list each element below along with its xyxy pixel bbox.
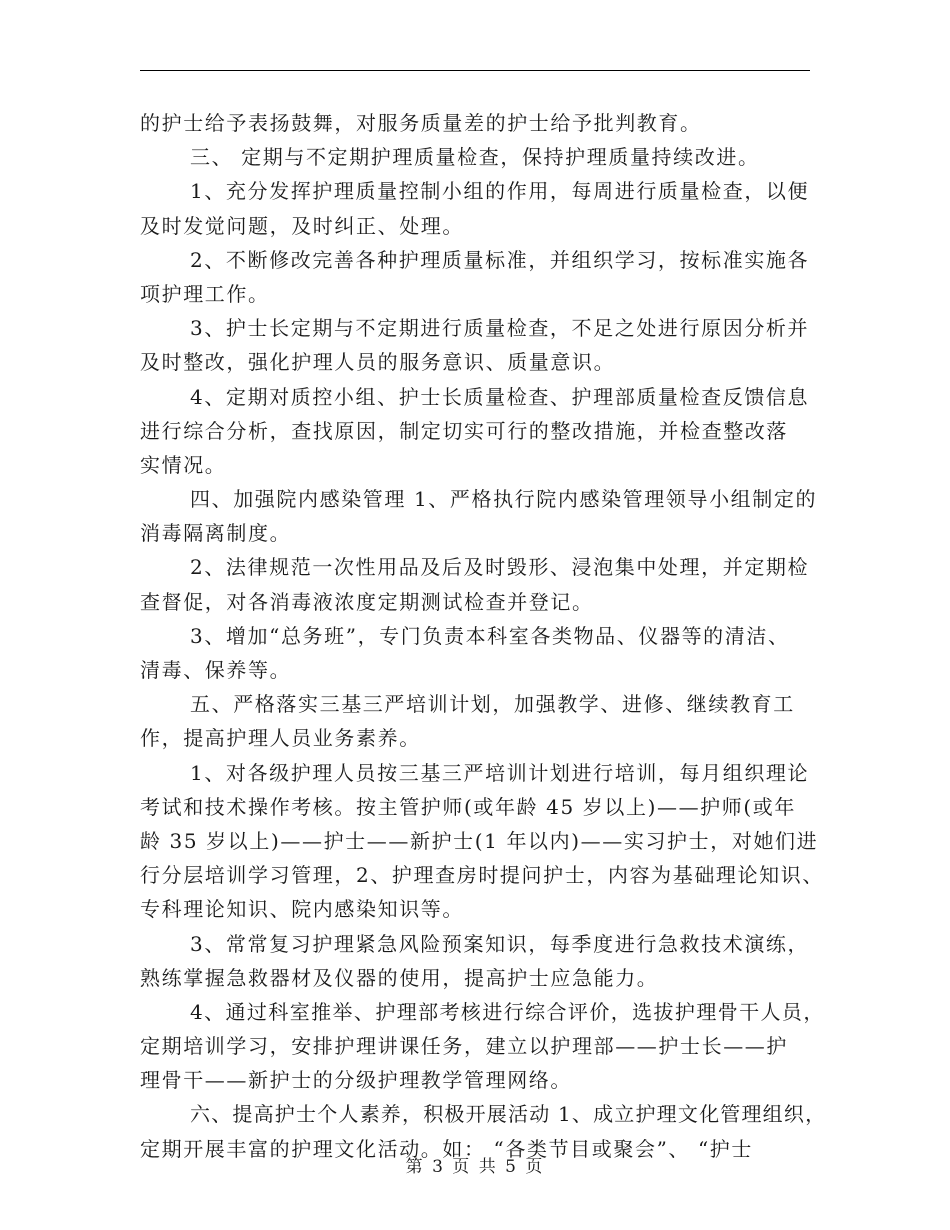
text-line: 四、加强院内感染管理 1、严格执行院内感染管理领导小组制定的 <box>190 487 818 512</box>
header-rule <box>140 70 810 71</box>
text-line: 4、定期对质控小组、护士长质量检查、护理部质量检查反馈信息 <box>190 384 810 409</box>
text-line: 及时发觉问题，及时纠正、处理。 <box>140 213 464 238</box>
text-line: 1、对各级护理人员按三基三严培训计划进行培训，每月组织理论 <box>190 760 810 785</box>
text-line: 清毒、保养等。 <box>140 658 292 682</box>
page-number: 第 3 页 共 5 页 <box>405 1157 545 1177</box>
text-line: 作，提高护理人员业务素养。 <box>140 726 421 751</box>
text-line: 进行综合分析，查找原因，制定切实可行的整改措施，并检查整改落 <box>140 418 788 443</box>
text-line: 五、严格落实三基三严培训计划，加强教学、进修、继续教育工 <box>190 692 795 717</box>
text-line: 定期开展丰富的护理文化活动。如： “各类节目或聚会”、 “护士 <box>140 1136 753 1161</box>
text-line: 考试和技术操作考核。按主管护师(或年龄 45 岁以上)——护师(或年 <box>140 794 796 819</box>
text-line: 3、增加“总务班”，专门负责本科室各类物品、仪器等的清洁、 <box>190 623 790 648</box>
text-line: 定期培训学习，安排护理讲课任务，建立以护理部——护士长——护 <box>140 1034 788 1059</box>
text-line: 3、常常复习护理紧急风险预案知识，每季度进行急救技术演练， <box>190 931 810 956</box>
text-line: 的护士给予表扬鼓舞，对服务质量差的护士给予批判教育。 <box>140 111 702 135</box>
text-line: 三、 定期与不定期护理质量检查，保持护理质量持续改进。 <box>190 145 760 170</box>
text-line: 龄 35 岁以上)——护士——新护士(1 年以内)——实习护士，对她们进 <box>140 828 819 853</box>
text-line: 及时整改，强化护理人员的服务意识、质量意识。 <box>140 350 616 375</box>
text-line: 2、不断修改完善各种护理质量标准，并组织学习，按标准实施各 <box>190 247 810 272</box>
text-line: 2、法律规范一次性用品及后及时毁形、浸泡集中处理，并定期检 <box>190 555 810 580</box>
text-line: 理骨干——新护士的分级护理教学管理网络。 <box>140 1068 572 1093</box>
text-line: 实情况。 <box>140 452 227 477</box>
text-line: 行分层培训学习管理，2、护理查房时提问护士，内容为基础理论知识、 <box>140 863 824 888</box>
text-line: 专科理论知识、院内感染知识等。 <box>140 897 464 922</box>
text-line: 项护理工作。 <box>140 281 270 306</box>
text-line: 1、充分发挥护理质量控制小组的作用，每周进行质量检查，以便 <box>190 179 810 204</box>
text-line: 六、提高护士个人素养，积极开展活动 1、成立护理文化管理组织， <box>190 1102 827 1127</box>
document-body <box>140 106 830 1166</box>
text-line: 熟练掌握急救器材及仪器的使用，提高护士应急能力。 <box>140 965 659 990</box>
text-line: 查督促，对各消毒液浓度定期测试检查并登记。 <box>140 589 594 614</box>
text-line: 4、通过科室推举、护理部考核进行综合评价，选拔护理骨干人员， <box>190 999 825 1024</box>
text-line: 3、护士长定期与不定期进行质量检查，不足之处进行原因分析并 <box>190 316 810 341</box>
text-line: 消毒隔离制度。 <box>140 521 292 546</box>
